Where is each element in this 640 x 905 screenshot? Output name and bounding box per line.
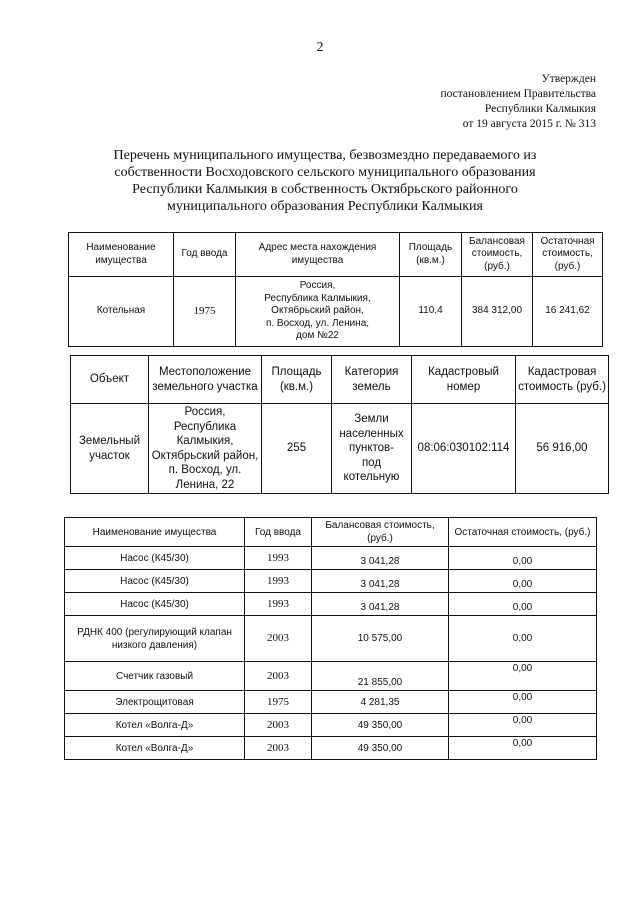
equipment-table <box>64 517 597 760</box>
document-title <box>70 147 580 215</box>
table-row <box>71 404 609 494</box>
building-table <box>68 232 603 347</box>
location-line: Республика <box>173 420 237 433</box>
header-cell: Год ввода <box>174 233 236 277</box>
category-line: пунктов- <box>349 442 394 455</box>
title-line: собственности Восходовского сельского муниципального образования <box>114 165 536 180</box>
cell-cadastral-number: 08:06:030102:114 <box>412 404 516 494</box>
category-line: Земли <box>354 413 389 426</box>
address-line: дом №22 <box>296 330 339 342</box>
cell-residual: 0,00 <box>449 547 597 570</box>
cell-object <box>71 404 149 494</box>
cell-name: Насос (К45/30) <box>65 547 245 570</box>
header-cell: Объект <box>71 356 149 404</box>
title-line: Республики Калмыкия в собственность Октябрьского районного <box>132 182 518 197</box>
header-cell: Остаточная стоимость, (руб.) <box>449 518 597 547</box>
cell-area: 255 <box>262 404 332 494</box>
approval-date: от 19 августа 2015 г. № 313 <box>462 118 596 130</box>
header-cell: Площадь (кв.м.) <box>400 233 462 277</box>
cell-balance: 21 855,00 <box>312 662 449 691</box>
header-cell: Местоположение земельного участка <box>149 356 262 404</box>
cell-cadastral-value: 56 916,00 <box>516 404 609 494</box>
table-header-row <box>71 356 609 404</box>
cell-name: Котел «Волга-Д» <box>65 714 245 737</box>
cell-balance: 4 281,35 <box>312 691 449 714</box>
cell-residual: 0,00 <box>449 593 597 616</box>
category-line: котельную <box>343 471 400 484</box>
category-line: под <box>361 456 382 469</box>
title-line: муниципального образования Республики Калмыкия <box>167 199 483 214</box>
approval-block <box>440 72 596 132</box>
table-row <box>65 714 597 737</box>
cell-residual: 0,00 <box>449 714 597 737</box>
cell-residual: 0,00 <box>449 616 597 662</box>
approval-line: Утвержден <box>541 73 596 85</box>
cell-balance: 384 312,00 <box>462 277 533 347</box>
address-line: Республика Калмыкия, <box>264 292 371 304</box>
cell-name: Котельная <box>69 277 174 347</box>
table-row <box>69 277 603 347</box>
cell-year: 2003 <box>245 737 312 760</box>
cell-residual: 0,00 <box>449 737 597 760</box>
cell-location <box>149 404 262 494</box>
table-row <box>65 593 597 616</box>
cell-year: 1993 <box>245 570 312 593</box>
header-cell: Год ввода <box>245 518 312 547</box>
cell-balance: 3 041,28 <box>312 570 449 593</box>
header-cell: Остаточная стоимость, (руб.) <box>533 233 603 277</box>
cell-balance: 49 350,00 <box>312 737 449 760</box>
cell-balance: 10 575,00 <box>312 616 449 662</box>
cell-year: 2003 <box>245 616 312 662</box>
cell-category <box>332 404 412 494</box>
cell-name: РДНК 400 (регулирующий клапан низкого давления) <box>65 616 245 662</box>
header-cell: Площадь (кв.м.) <box>262 356 332 404</box>
address-line: Октябрьский район, <box>271 305 364 317</box>
location-line: п. Восход, ул. <box>168 464 242 476</box>
cell-year: 2003 <box>245 714 312 737</box>
cell-balance: 49 350,00 <box>312 714 449 737</box>
object-line: Земельный <box>78 435 140 447</box>
cell-year: 1975 <box>174 277 236 347</box>
cell-residual: 16 241,62 <box>533 277 603 347</box>
page-number: 2 <box>316 40 324 55</box>
header-cell: Адрес места нахождения имущества <box>236 233 400 277</box>
table-header-row <box>65 518 597 547</box>
approval-line: Республики Калмыкия <box>484 103 596 115</box>
cell-year: 1993 <box>245 593 312 616</box>
cell-balance: 3 041,28 <box>312 593 449 616</box>
header-cell: Кадастровая стоимость (руб.) <box>516 356 609 404</box>
table-row <box>65 547 597 570</box>
cell-residual: 0,00 <box>449 691 597 714</box>
table-row <box>65 691 597 714</box>
category-line: населенных <box>339 427 404 440</box>
land-plot-table <box>70 355 609 494</box>
location-line: Ленина, 22 <box>175 478 235 491</box>
header-cell: Балансовая стоимость, (руб.) <box>462 233 533 277</box>
cell-year: 1975 <box>245 691 312 714</box>
header-cell: Наименование имущества <box>69 233 174 277</box>
header-cell: Балансовая стоимость, (руб.) <box>312 518 449 547</box>
address-line: Россия, <box>299 280 336 292</box>
table-row <box>65 737 597 760</box>
cell-year: 2003 <box>245 662 312 691</box>
cell-address <box>236 277 400 347</box>
cell-residual: 0,00 <box>449 662 597 691</box>
object-line: участок <box>89 449 130 462</box>
location-line: Октябрьский район, <box>151 449 259 462</box>
cell-name: Насос (К45/30) <box>65 570 245 593</box>
cell-residual: 0,00 <box>449 570 597 593</box>
title-line: Перечень муниципального имущества, безвозмездно передаваемого из <box>113 148 537 163</box>
cell-name: Электрощитовая <box>65 691 245 714</box>
location-line: Россия, <box>184 406 226 418</box>
location-line: Калмыкия, <box>176 435 234 447</box>
header-cell: Кадастровый номер <box>412 356 516 404</box>
approval-line: постановлением Правительства <box>440 88 596 100</box>
cell-balance: 3 041,28 <box>312 547 449 570</box>
address-line: п. Восход, ул. Ленина, <box>265 317 370 329</box>
cell-name: Насос (К45/30) <box>65 593 245 616</box>
table-row <box>65 662 597 691</box>
cell-name: Котел «Волга-Д» <box>65 737 245 760</box>
cell-year: 1993 <box>245 547 312 570</box>
table-header-row <box>69 233 603 277</box>
cell-area: 110,4 <box>400 277 462 347</box>
cell-name: Счетчик газовый <box>65 662 245 691</box>
table-row <box>65 616 597 662</box>
header-cell: Категория земель <box>332 356 412 404</box>
table-row <box>65 570 597 593</box>
header-cell: Наименование имущества <box>65 518 245 547</box>
